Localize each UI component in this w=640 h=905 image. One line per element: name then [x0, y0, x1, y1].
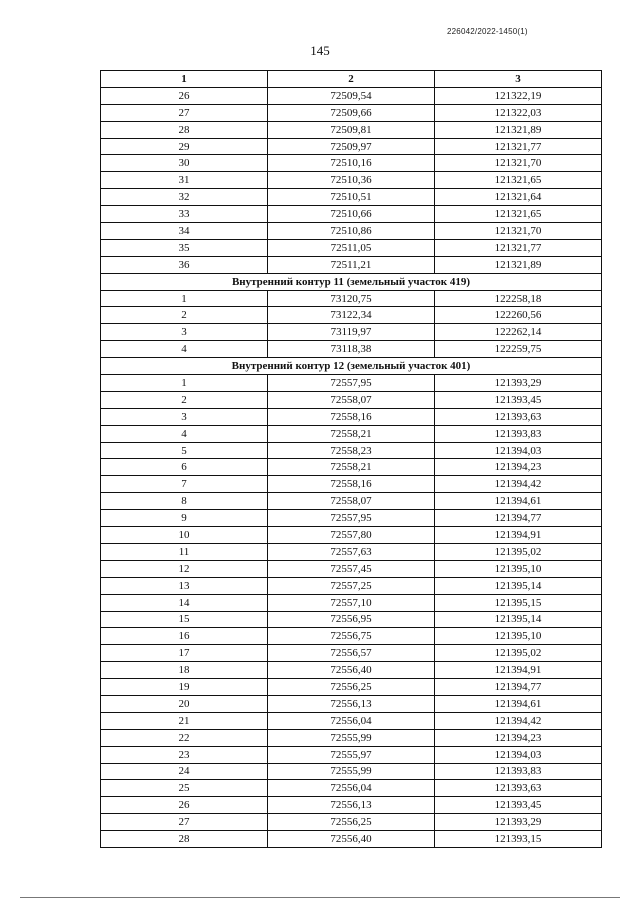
y-coordinate-cell: 121321,70 [435, 155, 602, 172]
x-coordinate-cell: 72510,51 [268, 189, 435, 206]
point-number-cell: 32 [101, 189, 268, 206]
x-coordinate-cell: 72511,21 [268, 256, 435, 273]
table-row [101, 493, 602, 510]
table-row [101, 104, 602, 121]
x-coordinate-cell: 72556,40 [268, 662, 435, 679]
table-row [101, 239, 602, 256]
x-coordinate-cell: 73122,34 [268, 307, 435, 324]
point-number-cell: 14 [101, 594, 268, 611]
y-coordinate-cell: 121394,91 [435, 527, 602, 544]
x-coordinate-cell: 72509,54 [268, 87, 435, 104]
x-coordinate-cell: 72509,66 [268, 104, 435, 121]
y-coordinate-cell: 121395,02 [435, 645, 602, 662]
point-number-cell: 4 [101, 341, 268, 358]
x-coordinate-cell: 72509,81 [268, 121, 435, 138]
point-number-cell: 7 [101, 476, 268, 493]
point-number-cell: 13 [101, 577, 268, 594]
y-coordinate-cell: 121322,03 [435, 104, 602, 121]
x-coordinate-cell: 72557,10 [268, 594, 435, 611]
point-number-cell: 30 [101, 155, 268, 172]
y-coordinate-cell: 121393,63 [435, 780, 602, 797]
point-number-cell: 1 [101, 290, 268, 307]
point-number-cell: 9 [101, 510, 268, 527]
table-row [101, 121, 602, 138]
x-coordinate-cell: 72556,04 [268, 712, 435, 729]
section-header-row [101, 358, 602, 375]
table-row [101, 695, 602, 712]
y-coordinate-cell: 121395,14 [435, 577, 602, 594]
y-coordinate-cell: 121394,23 [435, 459, 602, 476]
table-row [101, 476, 602, 493]
x-coordinate-cell: 72557,25 [268, 577, 435, 594]
y-coordinate-cell: 122258,18 [435, 290, 602, 307]
y-coordinate-cell: 121393,45 [435, 391, 602, 408]
table-row [101, 172, 602, 189]
y-coordinate-cell: 121394,61 [435, 695, 602, 712]
table-row [101, 746, 602, 763]
footer-divider [20, 897, 620, 898]
x-coordinate-cell: 72555,99 [268, 763, 435, 780]
y-coordinate-cell: 121393,83 [435, 763, 602, 780]
y-coordinate-cell: 121321,77 [435, 239, 602, 256]
point-number-cell: 19 [101, 679, 268, 696]
table-row [101, 510, 602, 527]
table-row [101, 577, 602, 594]
point-number-cell: 6 [101, 459, 268, 476]
point-number-cell: 3 [101, 324, 268, 341]
point-number-cell: 27 [101, 814, 268, 831]
table-row [101, 560, 602, 577]
table-row [101, 662, 602, 679]
point-number-cell: 27 [101, 104, 268, 121]
table-row [101, 206, 602, 223]
x-coordinate-cell: 72555,99 [268, 729, 435, 746]
table-row [101, 442, 602, 459]
y-coordinate-cell: 121395,02 [435, 543, 602, 560]
x-coordinate-cell: 72557,63 [268, 543, 435, 560]
point-number-cell: 10 [101, 527, 268, 544]
table-row [101, 594, 602, 611]
table-row [101, 391, 602, 408]
point-number-cell: 31 [101, 172, 268, 189]
table-row [101, 256, 602, 273]
point-number-cell: 3 [101, 408, 268, 425]
y-coordinate-cell: 121393,15 [435, 831, 602, 848]
y-coordinate-cell: 121321,70 [435, 223, 602, 240]
point-number-cell: 17 [101, 645, 268, 662]
point-number-cell: 2 [101, 391, 268, 408]
y-coordinate-cell: 121395,14 [435, 611, 602, 628]
x-coordinate-cell: 72558,16 [268, 408, 435, 425]
table-row [101, 459, 602, 476]
y-coordinate-cell: 122262,14 [435, 324, 602, 341]
point-number-cell: 5 [101, 442, 268, 459]
x-coordinate-cell: 72556,95 [268, 611, 435, 628]
x-coordinate-cell: 73118,38 [268, 341, 435, 358]
table-row [101, 611, 602, 628]
table-row [101, 425, 602, 442]
table-row [101, 527, 602, 544]
table-row [101, 189, 602, 206]
table-row [101, 138, 602, 155]
x-coordinate-cell: 72558,23 [268, 442, 435, 459]
table-row [101, 155, 602, 172]
x-coordinate-cell: 72556,25 [268, 814, 435, 831]
y-coordinate-cell: 121394,03 [435, 442, 602, 459]
x-coordinate-cell: 72558,16 [268, 476, 435, 493]
table-row [101, 814, 602, 831]
table-row [101, 679, 602, 696]
point-number-cell: 16 [101, 628, 268, 645]
y-coordinate-cell: 121321,64 [435, 189, 602, 206]
x-coordinate-cell: 72556,13 [268, 797, 435, 814]
point-number-cell: 21 [101, 712, 268, 729]
y-coordinate-cell: 121321,89 [435, 256, 602, 273]
x-coordinate-cell: 72558,21 [268, 459, 435, 476]
y-coordinate-cell: 121394,23 [435, 729, 602, 746]
x-coordinate-cell: 72558,07 [268, 493, 435, 510]
y-coordinate-cell: 121395,10 [435, 560, 602, 577]
point-number-cell: 25 [101, 780, 268, 797]
x-coordinate-cell: 72556,40 [268, 831, 435, 848]
column-header: 1 [101, 71, 268, 88]
y-coordinate-cell: 121322,19 [435, 87, 602, 104]
x-coordinate-cell: 72509,97 [268, 138, 435, 155]
x-coordinate-cell: 72558,21 [268, 425, 435, 442]
column-header: 2 [268, 71, 435, 88]
x-coordinate-cell: 72558,07 [268, 391, 435, 408]
point-number-cell: 26 [101, 797, 268, 814]
y-coordinate-cell: 121394,91 [435, 662, 602, 679]
x-coordinate-cell: 72556,57 [268, 645, 435, 662]
table-row [101, 729, 602, 746]
table-row [101, 307, 602, 324]
x-coordinate-cell: 73119,97 [268, 324, 435, 341]
y-coordinate-cell: 121394,42 [435, 476, 602, 493]
y-coordinate-cell: 122259,75 [435, 341, 602, 358]
y-coordinate-cell: 121321,65 [435, 206, 602, 223]
x-coordinate-cell: 72557,95 [268, 375, 435, 392]
point-number-cell: 23 [101, 746, 268, 763]
y-coordinate-cell: 121393,83 [435, 425, 602, 442]
point-number-cell: 22 [101, 729, 268, 746]
point-number-cell: 36 [101, 256, 268, 273]
y-coordinate-cell: 121394,77 [435, 679, 602, 696]
point-number-cell: 11 [101, 543, 268, 560]
point-number-cell: 20 [101, 695, 268, 712]
point-number-cell: 34 [101, 223, 268, 240]
section-header-row [101, 273, 602, 290]
coordinates-table [100, 70, 602, 848]
x-coordinate-cell: 72510,16 [268, 155, 435, 172]
point-number-cell: 24 [101, 763, 268, 780]
table-row [101, 831, 602, 848]
x-coordinate-cell: 72557,95 [268, 510, 435, 527]
x-coordinate-cell: 72511,05 [268, 239, 435, 256]
table-header-row [101, 71, 602, 88]
x-coordinate-cell: 72555,97 [268, 746, 435, 763]
column-header: 3 [435, 71, 602, 88]
table-row [101, 341, 602, 358]
y-coordinate-cell: 121395,15 [435, 594, 602, 611]
x-coordinate-cell: 73120,75 [268, 290, 435, 307]
table-row [101, 645, 602, 662]
point-number-cell: 26 [101, 87, 268, 104]
y-coordinate-cell: 121394,42 [435, 712, 602, 729]
table-row [101, 223, 602, 240]
table-row [101, 797, 602, 814]
y-coordinate-cell: 121394,77 [435, 510, 602, 527]
point-number-cell: 29 [101, 138, 268, 155]
point-number-cell: 1 [101, 375, 268, 392]
x-coordinate-cell: 72556,25 [268, 679, 435, 696]
y-coordinate-cell: 121394,03 [435, 746, 602, 763]
y-coordinate-cell: 121393,29 [435, 814, 602, 831]
table-row [101, 375, 602, 392]
point-number-cell: 35 [101, 239, 268, 256]
section-title: Внутренний контур 11 (земельный участок 419) [101, 273, 602, 290]
table-row [101, 543, 602, 560]
document-id: 226042/2022-1450(1) [447, 27, 528, 36]
point-number-cell: 15 [101, 611, 268, 628]
section-title: Внутренний контур 12 (земельный участок 401) [101, 358, 602, 375]
x-coordinate-cell: 72557,45 [268, 560, 435, 577]
x-coordinate-cell: 72556,13 [268, 695, 435, 712]
y-coordinate-cell: 121393,63 [435, 408, 602, 425]
point-number-cell: 18 [101, 662, 268, 679]
y-coordinate-cell: 121321,77 [435, 138, 602, 155]
y-coordinate-cell: 121395,10 [435, 628, 602, 645]
y-coordinate-cell: 121394,61 [435, 493, 602, 510]
table-row [101, 408, 602, 425]
y-coordinate-cell: 121393,29 [435, 375, 602, 392]
table-row [101, 290, 602, 307]
x-coordinate-cell: 72510,66 [268, 206, 435, 223]
page-number: 145 [310, 43, 330, 58]
x-coordinate-cell: 72556,04 [268, 780, 435, 797]
table-row [101, 712, 602, 729]
x-coordinate-cell: 72510,36 [268, 172, 435, 189]
point-number-cell: 28 [101, 121, 268, 138]
point-number-cell: 2 [101, 307, 268, 324]
x-coordinate-cell: 72510,86 [268, 223, 435, 240]
y-coordinate-cell: 121321,65 [435, 172, 602, 189]
table-body [101, 87, 602, 847]
table-row [101, 87, 602, 104]
y-coordinate-cell: 122260,56 [435, 307, 602, 324]
point-number-cell: 8 [101, 493, 268, 510]
y-coordinate-cell: 121393,45 [435, 797, 602, 814]
table-row [101, 628, 602, 645]
table-row [101, 763, 602, 780]
point-number-cell: 12 [101, 560, 268, 577]
table-row [101, 780, 602, 797]
x-coordinate-cell: 72556,75 [268, 628, 435, 645]
table-row [101, 324, 602, 341]
point-number-cell: 4 [101, 425, 268, 442]
point-number-cell: 33 [101, 206, 268, 223]
x-coordinate-cell: 72557,80 [268, 527, 435, 544]
y-coordinate-cell: 121321,89 [435, 121, 602, 138]
point-number-cell: 28 [101, 831, 268, 848]
